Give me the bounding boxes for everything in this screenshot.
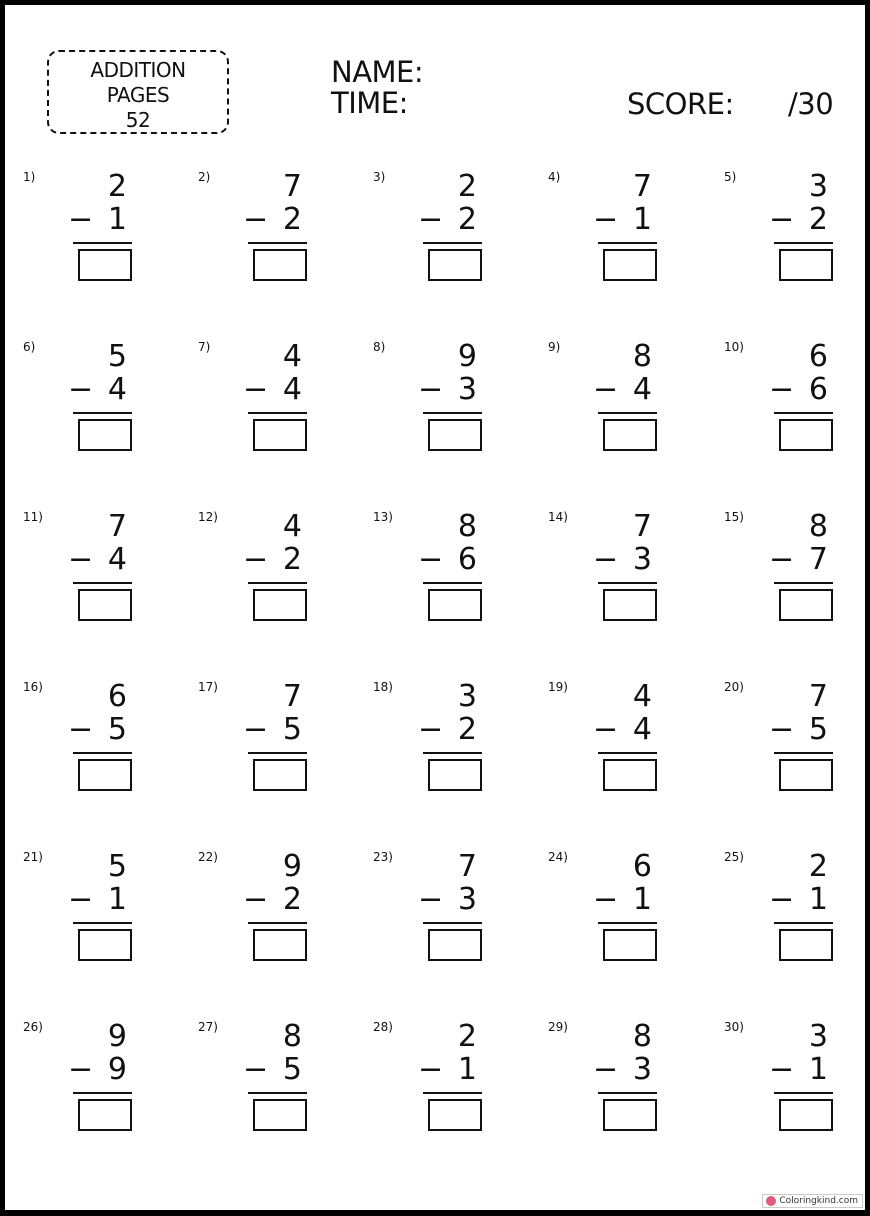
problem-23 [355, 850, 525, 980]
answer-rule [73, 922, 132, 924]
minus-sign: − [68, 372, 94, 407]
answer-box[interactable] [78, 759, 132, 791]
problem-22 [180, 850, 350, 980]
minus-sign: − [68, 882, 94, 917]
subtrahend: 4 [107, 542, 127, 577]
minuend: 8 [457, 509, 477, 544]
minuend: 2 [457, 1019, 477, 1054]
minuend: 6 [632, 849, 652, 884]
problem-4 [530, 170, 700, 300]
minuend: 9 [457, 339, 477, 374]
minus-sign: − [243, 372, 269, 407]
answer-rule [73, 242, 132, 244]
minus-sign: − [593, 882, 619, 917]
answer-box[interactable] [78, 929, 132, 961]
answer-rule [774, 412, 833, 414]
answer-box[interactable] [428, 419, 482, 451]
time-label: TIME: [331, 86, 408, 120]
problem-number: 14) [548, 510, 568, 524]
problem-28 [355, 1020, 525, 1150]
problem-number: 30) [724, 1020, 744, 1034]
answer-box[interactable] [779, 759, 833, 791]
minuend: 7 [282, 679, 302, 714]
answer-box[interactable] [428, 249, 482, 281]
minuend: 8 [632, 1019, 652, 1054]
problem-number: 22) [198, 850, 218, 864]
problem-24 [530, 850, 700, 980]
answer-rule [423, 1092, 482, 1094]
answer-rule [248, 752, 307, 754]
subtrahend: 5 [808, 712, 828, 747]
problem-number: 25) [724, 850, 744, 864]
subtrahend: 7 [808, 542, 828, 577]
minuend: 9 [107, 1019, 127, 1054]
minuend: 8 [282, 1019, 302, 1054]
minus-sign: − [418, 372, 444, 407]
answer-box[interactable] [253, 589, 307, 621]
answer-box[interactable] [603, 249, 657, 281]
answer-rule [73, 412, 132, 414]
minus-sign: − [769, 372, 795, 407]
answer-box[interactable] [603, 759, 657, 791]
answer-box[interactable] [253, 419, 307, 451]
watermark [762, 1194, 863, 1208]
problem-number: 19) [548, 680, 568, 694]
problem-6 [5, 340, 175, 470]
answer-rule [774, 1092, 833, 1094]
answer-box[interactable] [253, 249, 307, 281]
minuend: 3 [808, 1019, 828, 1054]
problem-number: 10) [724, 340, 744, 354]
minuend: 2 [808, 849, 828, 884]
minus-sign: − [243, 202, 269, 237]
subtrahend: 2 [808, 202, 828, 237]
problem-number: 8) [373, 340, 386, 354]
minuend: 9 [282, 849, 302, 884]
problem-5 [706, 170, 870, 300]
problem-19 [530, 680, 700, 810]
minuend: 7 [282, 169, 302, 204]
problem-number: 21) [23, 850, 43, 864]
answer-box[interactable] [603, 929, 657, 961]
worksheet-title-box [47, 50, 229, 134]
minus-sign: − [243, 542, 269, 577]
minuend: 5 [107, 339, 127, 374]
minuend: 6 [808, 339, 828, 374]
problem-9 [530, 340, 700, 470]
name-label: NAME: [331, 55, 424, 89]
score-total: /30 [788, 87, 834, 121]
problem-number: 12) [198, 510, 218, 524]
subtrahend: 4 [632, 372, 652, 407]
minus-sign: − [418, 712, 444, 747]
score-label: SCORE: [627, 87, 734, 121]
minuend: 3 [808, 169, 828, 204]
problem-number: 29) [548, 1020, 568, 1034]
problem-26 [5, 1020, 175, 1150]
problem-number: 1) [23, 170, 36, 184]
subtrahend: 4 [107, 372, 127, 407]
minus-sign: − [418, 882, 444, 917]
problem-number: 17) [198, 680, 218, 694]
watermark-text: Coloringkind.com [779, 1196, 858, 1206]
minuend: 7 [632, 509, 652, 544]
subtrahend: 1 [632, 882, 652, 917]
subtrahend: 2 [282, 542, 302, 577]
problem-15 [706, 510, 870, 640]
subtrahend: 2 [282, 202, 302, 237]
minus-sign: − [68, 542, 94, 577]
minus-sign: − [418, 1052, 444, 1087]
minuend: 7 [808, 679, 828, 714]
problem-1 [5, 170, 175, 300]
subtrahend: 2 [457, 202, 477, 237]
problem-13 [355, 510, 525, 640]
answer-rule [774, 752, 833, 754]
problem-27 [180, 1020, 350, 1150]
answer-box[interactable] [603, 1099, 657, 1131]
subtrahend: 9 [107, 1052, 127, 1087]
answer-rule [248, 1092, 307, 1094]
minuend: 6 [107, 679, 127, 714]
problem-number: 16) [23, 680, 43, 694]
answer-rule [423, 242, 482, 244]
minus-sign: − [68, 1052, 94, 1087]
problem-number: 6) [23, 340, 36, 354]
problem-3 [355, 170, 525, 300]
problem-number: 3) [373, 170, 386, 184]
problem-8 [355, 340, 525, 470]
answer-box[interactable] [779, 589, 833, 621]
minus-sign: − [769, 882, 795, 917]
subtrahend: 1 [107, 202, 127, 237]
answer-box[interactable] [253, 1099, 307, 1131]
answer-box[interactable] [78, 249, 132, 281]
minus-sign: − [769, 202, 795, 237]
minus-sign: − [243, 882, 269, 917]
problem-11 [5, 510, 175, 640]
subtrahend: 5 [107, 712, 127, 747]
problem-number: 11) [23, 510, 43, 524]
answer-rule [248, 582, 307, 584]
problem-7 [180, 340, 350, 470]
answer-box[interactable] [253, 929, 307, 961]
answer-rule [598, 1092, 657, 1094]
minuend: 7 [107, 509, 127, 544]
subtrahend: 1 [808, 1052, 828, 1087]
minuend: 4 [282, 339, 302, 374]
problem-number: 2) [198, 170, 211, 184]
title-line-3: 52 [125, 108, 151, 132]
answer-box[interactable] [603, 419, 657, 451]
worksheet-page [5, 5, 865, 1210]
subtrahend: 5 [282, 1052, 302, 1087]
problem-16 [5, 680, 175, 810]
problem-2 [180, 170, 350, 300]
subtrahend: 3 [632, 1052, 652, 1087]
minuend: 8 [808, 509, 828, 544]
minuend: 7 [457, 849, 477, 884]
subtrahend: 5 [282, 712, 302, 747]
subtrahend: 6 [808, 372, 828, 407]
minus-sign: − [593, 202, 619, 237]
minus-sign: − [418, 542, 444, 577]
paint-palette-icon [766, 1196, 776, 1206]
minus-sign: − [769, 542, 795, 577]
problem-number: 18) [373, 680, 393, 694]
problem-number: 24) [548, 850, 568, 864]
minus-sign: − [769, 712, 795, 747]
answer-rule [423, 582, 482, 584]
title-line-2: PAGES [106, 83, 170, 107]
answer-box[interactable] [78, 419, 132, 451]
subtrahend: 1 [107, 882, 127, 917]
problem-number: 26) [23, 1020, 43, 1034]
minus-sign: − [68, 202, 94, 237]
problem-number: 13) [373, 510, 393, 524]
problem-number: 23) [373, 850, 393, 864]
answer-rule [423, 412, 482, 414]
answer-rule [73, 582, 132, 584]
answer-rule [73, 1092, 132, 1094]
minus-sign: − [593, 372, 619, 407]
answer-rule [598, 242, 657, 244]
answer-rule [248, 922, 307, 924]
answer-box[interactable] [603, 589, 657, 621]
answer-box[interactable] [779, 1099, 833, 1131]
answer-rule [598, 582, 657, 584]
minuend: 8 [632, 339, 652, 374]
problem-20 [706, 680, 870, 810]
minuend: 4 [632, 679, 652, 714]
minuend: 5 [107, 849, 127, 884]
problem-10 [706, 340, 870, 470]
problem-17 [180, 680, 350, 810]
subtrahend: 1 [457, 1052, 477, 1087]
answer-rule [73, 752, 132, 754]
problem-18 [355, 680, 525, 810]
problem-25 [706, 850, 870, 980]
answer-rule [248, 412, 307, 414]
problem-number: 7) [198, 340, 211, 354]
problem-number: 4) [548, 170, 561, 184]
subtrahend: 1 [632, 202, 652, 237]
problem-14 [530, 510, 700, 640]
subtrahend: 4 [632, 712, 652, 747]
answer-box[interactable] [428, 589, 482, 621]
answer-rule [774, 242, 833, 244]
answer-rule [598, 922, 657, 924]
answer-rule [774, 582, 833, 584]
title-line-1: ADDITION [90, 58, 186, 82]
minus-sign: − [769, 1052, 795, 1087]
problem-number: 9) [548, 340, 561, 354]
problem-number: 27) [198, 1020, 218, 1034]
minus-sign: − [593, 712, 619, 747]
subtrahend: 3 [457, 372, 477, 407]
subtrahend: 2 [457, 712, 477, 747]
problem-number: 28) [373, 1020, 393, 1034]
answer-rule [248, 242, 307, 244]
minus-sign: − [243, 1052, 269, 1087]
problem-21 [5, 850, 175, 980]
answer-rule [423, 752, 482, 754]
answer-rule [598, 752, 657, 754]
problem-number: 15) [724, 510, 744, 524]
subtrahend: 2 [282, 882, 302, 917]
minuend: 2 [107, 169, 127, 204]
minuend: 2 [457, 169, 477, 204]
answer-rule [774, 922, 833, 924]
minus-sign: − [593, 542, 619, 577]
minuend: 3 [457, 679, 477, 714]
answer-box[interactable] [78, 589, 132, 621]
minus-sign: − [418, 202, 444, 237]
answer-box[interactable] [78, 1099, 132, 1131]
subtrahend: 3 [632, 542, 652, 577]
minus-sign: − [243, 712, 269, 747]
answer-box[interactable] [253, 759, 307, 791]
subtrahend: 3 [457, 882, 477, 917]
answer-box[interactable] [428, 759, 482, 791]
answer-rule [423, 922, 482, 924]
answer-box[interactable] [779, 249, 833, 281]
problem-12 [180, 510, 350, 640]
answer-box[interactable] [428, 929, 482, 961]
problem-number: 20) [724, 680, 744, 694]
answer-box[interactable] [779, 929, 833, 961]
minus-sign: − [593, 1052, 619, 1087]
answer-rule [598, 412, 657, 414]
subtrahend: 6 [457, 542, 477, 577]
subtrahend: 1 [808, 882, 828, 917]
subtrahend: 4 [282, 372, 302, 407]
answer-box[interactable] [428, 1099, 482, 1131]
problem-29 [530, 1020, 700, 1150]
problem-30 [706, 1020, 870, 1150]
minus-sign: − [68, 712, 94, 747]
answer-box[interactable] [779, 419, 833, 451]
minuend: 4 [282, 509, 302, 544]
minuend: 7 [632, 169, 652, 204]
problem-number: 5) [724, 170, 737, 184]
